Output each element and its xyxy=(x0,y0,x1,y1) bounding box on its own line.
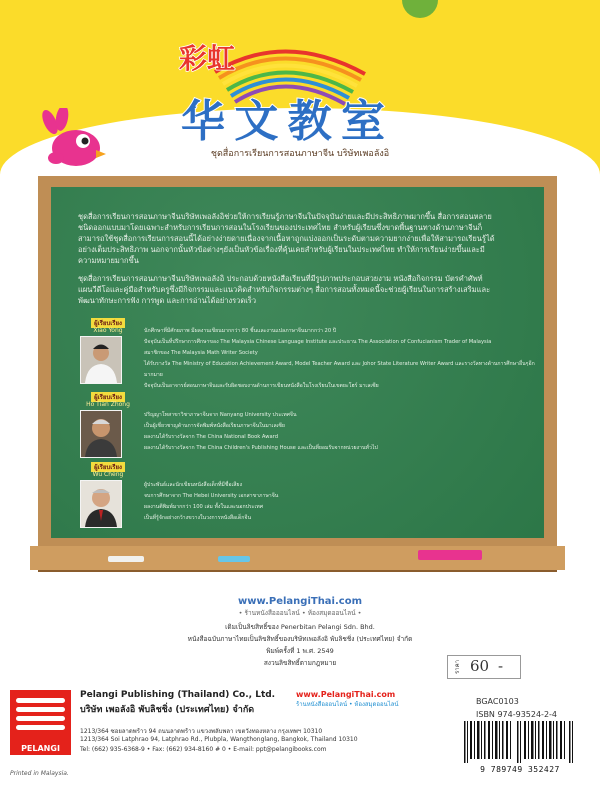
bio-line: ปริญญาโทสาขาวิชาภาษาจีนจาก Nanyang University ประเทศจีน xyxy=(144,412,297,418)
series-subtitle: ชุดสื่อการเรียนการสอนภาษาจีน บริษัทเพอลังอิ xyxy=(210,149,390,159)
author-name: Wu Cheng xyxy=(92,471,124,478)
isbn: ISBN 974-93524-2-4 xyxy=(476,710,558,719)
author-role-label: ผู้เรียบเรียง xyxy=(91,392,125,402)
pelangi-logo xyxy=(10,690,71,755)
mascot-bird-icon xyxy=(36,108,106,170)
bio-line: เป็นผู้เชี่ยวชาญด้านการจัดพิมพ์หนังสือเรียนภาษาจีนในมาเลเซีย xyxy=(144,423,285,429)
product-code: BGAC0103 xyxy=(476,697,519,706)
bio-line: ได้รับรางวัล The Ministry of Education Achievement Award, Model Teacher Award และ Johor State Literature Writer Award และรางวัลทางด้านการศึกษาอื่นๆอีกมากมาย xyxy=(144,361,535,378)
rights-reserved: สงวนลิขสิทธิ์ตามกฎหมาย xyxy=(263,659,337,667)
author-photo-image xyxy=(81,411,121,457)
website-tagline: • ร้านหนังสือออนไลน์ • ห้องสมุดออนไลน์ • xyxy=(238,609,362,617)
price-sticker xyxy=(447,655,521,679)
copyright-thai: หนังสือฉบับภาษาไทยเป็นลิขสิทธิ์ของบริษัทเพอลังอิ พับลิชชิ่ง (ประเทศไทย) จำกัด xyxy=(187,635,413,643)
price-label: ราคา xyxy=(453,660,461,674)
components-paragraph: ชุดสื่อการเรียนการสอนภาษาจีนบริษัทเพอลังอิ ประกอบด้วยหนังสือเรียนที่มีรูปภาพประกอบสวยงาม หนังสือกิจกรรม บัตรคำศัพท์ แผนวีดีโอและคู่มือสำหรับครูซึ่งมีกิจกรรมและแนวคิดสำหรับกิจกรรมต่างๆ สื่อการสอนทั้งหมดนี้จะช่วยผู้เรียนในการสร้างเสริมและพัฒนาทักษะการฟัง การพูด และการอ่านได้อย่างรวดเร็ว xyxy=(78,274,491,305)
bio-line: สมาชิกของ The Malaysia Math Writer Society xyxy=(144,350,258,356)
footer-website-link[interactable]: www.PelangiThai.com xyxy=(296,690,396,699)
author-role-label: ผู้เรียบเรียง xyxy=(91,462,125,472)
bio-line: ปัจจุบันเป็นที่ปรึกษาการศึกษาของ The Malaysia Chinese Language Institute และประธาน The Association of Confucianism Trader of Malaysia xyxy=(144,339,492,345)
bio-line: ผลงานตีพิมพ์มากกว่า 100 เล่ม ทั้งในและนอกประเทศ xyxy=(144,504,263,510)
author-profile xyxy=(66,318,535,389)
logo-stripe xyxy=(16,707,65,712)
logo-title-main: 华文教室 xyxy=(181,96,385,144)
bio-line: ผลงานได้รับรางวัลจาก The China Children's Publishing House และเป็นที่ยอมรับจากหน่วยงานทั่วไป xyxy=(144,445,378,451)
series-logo xyxy=(175,32,395,144)
bio-line: นักศึกษาที่มีศักยภาพ มีผลงานเขียนมากกว่า 80 ชิ้นและงานแปลภาษาจีนมากกว่า 20 ปี xyxy=(144,328,337,334)
author-profile xyxy=(66,392,521,462)
bio-line: ปัจจุบันเป็นอาจารย์สอนภาษาจีนและรับผิดชอบงานด้านการเขียนหนังสือในโรงเรียนในเขตยะโฮร์ มาเลเซีย xyxy=(144,383,379,389)
chalk-blue xyxy=(218,556,250,562)
author-role-label: ผู้เรียบเรียง xyxy=(91,318,125,328)
bio-line: เป็นที่รู้จักอย่างกว้างขวางในวงการหนังสือเด็กจีน xyxy=(144,515,252,521)
chalk-white xyxy=(108,556,144,562)
copyright-origin: เดิมเป็นลิขสิทธิ์ของ Penerbitan Pelangi Sdn. Bhd. xyxy=(225,623,375,631)
barcode-icon xyxy=(460,721,580,763)
edition-line: พิมพ์ครั้งที่ 1 พ.ศ. 2549 xyxy=(266,647,334,655)
company-name-th: บริษัท เพอลังอิ พับลิชชิ่ง (ประเทศไทย) จำกัด xyxy=(80,705,255,715)
author-bio xyxy=(144,326,544,392)
bio-line: จบการศึกษาจาก The Hebei University เอกสาขาภาษาจีน xyxy=(144,493,279,499)
bio-line: ผู้ประพันธ์และนักเขียนหนังสือเด็กที่มีชื่อเสียง xyxy=(144,482,242,488)
barcode-digits: 9 789749 352427 xyxy=(480,765,560,774)
author-name: Xiao Yong xyxy=(93,327,123,334)
logo-stripe xyxy=(16,716,65,721)
author-name: Ho Tian Zhong xyxy=(86,401,130,408)
chalk-pink xyxy=(418,550,482,560)
address-en: 1213/364 Soi Latphrao 94, Latphrao Rd., Plubpla, Wangthonglang, Bangkok, Thailand 10310 xyxy=(80,736,358,743)
price-suffix: - xyxy=(498,657,504,675)
logo-stripe xyxy=(16,698,65,703)
author-profile xyxy=(66,462,521,532)
intro-paragraph: ชุดสื่อการเรียนการสอนภาษาจีนบริษัทเพอลังอิช่วยให้การเรียนรู้ภาษาจีนในปัจจุบันง่ายและมีประสิทธิภาพมากขึ้น สื่อการสอนหลายชนิดออกแบบมาโดยเฉพาะสำหรับการเรียนการสอนในโรงเรียนของประเทศไทย สำหรับผู้เรียนซึ่งขาดพื้นฐานทางด้านภาษาจีนก็สามารถใช้ชุดสื่อการเรียนการสอนนี้ได้อย่างง่ายดายเนื่องจากเนื้อหาถูกแบ่งออกเป็นระดับตามความยากง่ายเพื่อให้สามารถเรียนรู้ได้อย่างเต็มประสิทธิภาพ นอกจากนั้นหัวข้อต่างๆยังเป็นหัวข้อเรื่องที่คุ้นเคยสำหรับผู้เรียนในประเทศไทย ทำให้การเรียนง่ายขึ้นและมีความหมายมากขึ้น xyxy=(78,212,495,265)
author-bio xyxy=(144,410,544,454)
address-th: 1213/364 ซอยลาดพร้าว 94 ถนนลาดพร้าว แขวงพลับพลา เขตวังทองหลาง กรุงเทพฯ 10310 xyxy=(80,728,323,735)
company-name-en: Pelangi Publishing (Thailand) Co., Ltd. xyxy=(80,690,276,700)
website-link[interactable]: www.PelangiThai.com xyxy=(238,596,362,607)
price-value: 60 xyxy=(470,657,490,675)
author-bio xyxy=(144,480,544,524)
author-photo xyxy=(80,336,122,384)
author-photo-image xyxy=(81,481,121,527)
author-photo-image xyxy=(81,337,121,383)
footer-website-tagline: ร้านหนังสือออนไลน์ • ห้องสมุดออนไลน์ xyxy=(296,701,399,708)
contact-line: Tel: (662) 935-6368-9 • Fax: (662) 934-8160 # 0 • E-mail: ppt@pelangibooks.com xyxy=(80,746,327,753)
author-photo xyxy=(80,410,122,458)
author-photo xyxy=(80,480,122,528)
footer-website xyxy=(296,690,422,716)
logo-text: PELANGI xyxy=(21,744,60,753)
logo-stripe xyxy=(16,725,65,730)
logo-title-top: 彩虹 xyxy=(179,42,236,75)
bio-line: ผลงานได้รับรางวัลจาก The China National Book Award xyxy=(144,434,279,440)
printed-in: Printed in Malaysia. xyxy=(10,770,69,777)
